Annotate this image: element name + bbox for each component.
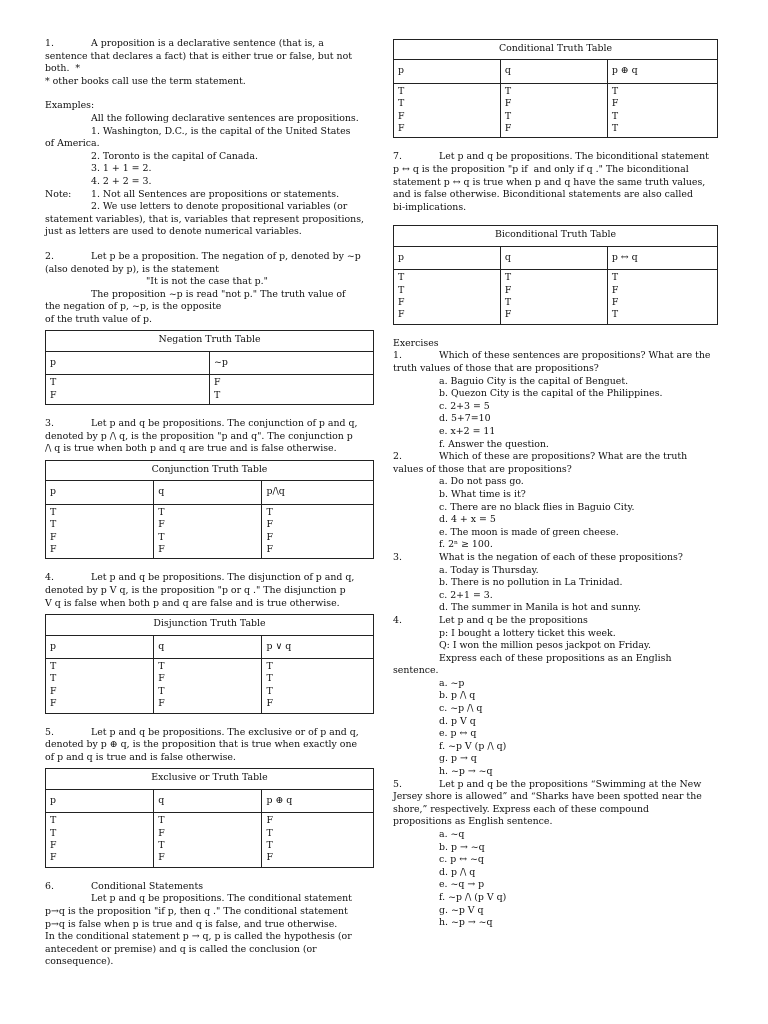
exercise-item: g. p → q bbox=[439, 753, 477, 765]
exercise-number: 3. bbox=[393, 551, 402, 563]
text-line: p→q is false when p is true and q is false, and true otherwise. bbox=[45, 918, 338, 930]
table-header: p bbox=[46, 481, 154, 504]
exercise-item: c. 2+1 = 3. bbox=[439, 589, 493, 601]
text-line: and is false otherwise. Biconditional statements are also called bbox=[393, 189, 693, 201]
exercise-item: d. p V q bbox=[439, 715, 476, 727]
table-cell: T T F F bbox=[394, 83, 501, 138]
example-item: 2. Toronto is the capital of Canada. bbox=[91, 150, 259, 162]
exercise-item: b. Quezon City is the capital of the Philippines. bbox=[439, 388, 663, 400]
table-header: q bbox=[154, 789, 262, 812]
examples-heading: Examples: bbox=[45, 100, 95, 112]
table-header: q bbox=[154, 635, 262, 658]
exercise-item: a. Do not pass go. bbox=[439, 476, 524, 488]
table-cell: T T F F bbox=[46, 813, 154, 868]
text-line: consequence). bbox=[45, 956, 114, 968]
exercise-item: b. There is no pollution in La Trinidad. bbox=[439, 577, 623, 589]
exercise-item: b. What time is it? bbox=[439, 488, 526, 500]
exercises-block bbox=[393, 338, 718, 930]
examples-intro: All the following declarative sentences are propositions. bbox=[91, 112, 359, 124]
section-5 bbox=[45, 727, 374, 765]
text-line: just as letters are used to denote numerical variables. bbox=[45, 226, 302, 238]
section-text: Conditional Statements bbox=[91, 880, 204, 892]
table-cell: T T F F bbox=[46, 658, 154, 713]
section-6 bbox=[45, 881, 374, 969]
text-line: /\ q is true when both p and q are true and is false otherwise. bbox=[45, 443, 337, 455]
exercise-item: e. p ↔ q bbox=[439, 728, 477, 740]
exercise-item: a. Baguio City is the capital of Benguet. bbox=[439, 375, 629, 387]
left-column bbox=[45, 38, 374, 969]
text-line: The proposition ~p is read "not p." The truth value of bbox=[91, 288, 346, 300]
proposition-q: Q: I won the million pesos jackpot on Friday. bbox=[439, 640, 651, 652]
table-header: p bbox=[46, 789, 154, 812]
footnote: * other books call use the term statement. bbox=[45, 75, 246, 87]
table-header: p bbox=[394, 246, 501, 269]
exercise-number: 4. bbox=[393, 614, 402, 626]
table-cell: T F bbox=[46, 375, 210, 405]
exercise-item: e. x+2 = 11 bbox=[439, 426, 496, 437]
text-line: statement variables), that is, variables that represent propositions, bbox=[45, 213, 365, 225]
text-line: of the truth value of p. bbox=[45, 313, 153, 325]
negation-truth-table bbox=[45, 330, 374, 405]
example-item: 1. Washington, D.C., is the capital of the United States bbox=[91, 125, 351, 137]
table-title: Conjunction Truth Table bbox=[46, 460, 374, 480]
text-line: statement p ↔ q is true when p and q have the same truth values, bbox=[393, 176, 706, 188]
text-line: denoted by p ⊕ q, is the proposition that is true when exactly one bbox=[45, 739, 358, 751]
exercise-item: b. p → ~q bbox=[439, 841, 485, 853]
section-text: Let p and q be propositions. The conjunction of p and q, bbox=[91, 418, 358, 430]
section-3 bbox=[45, 418, 374, 456]
note-label: Note: bbox=[45, 188, 72, 200]
exercise-number: 1. bbox=[393, 350, 402, 362]
exercise-item: a. ~p bbox=[439, 677, 465, 689]
table-title: Biconditional Truth Table bbox=[394, 226, 718, 246]
table-header: p ⊕ q bbox=[607, 60, 717, 83]
section-number: 6. bbox=[45, 880, 54, 892]
exercise-text: Let p and q be the propositions “Swimming at the New bbox=[439, 778, 702, 790]
exercise-item: d. 5+7=10 bbox=[439, 413, 491, 425]
table-cell: T T T F bbox=[262, 658, 374, 713]
example-item: 3. 1 + 1 = 2. bbox=[91, 163, 152, 175]
text-line: In the conditional statement p → q, p is called the hypothesis (or bbox=[45, 931, 352, 943]
section-1 bbox=[45, 38, 374, 88]
text-line: p ↔ q is the proposition "p if and only if q ." The biconditional bbox=[393, 164, 689, 176]
section-7 bbox=[393, 151, 718, 214]
table-header: ~p bbox=[210, 351, 374, 374]
text-line: Let p and q be propositions. The conditional statement bbox=[91, 893, 352, 905]
text-line: denoted by p V q, is the proposition "p or q ." The disjunction p bbox=[45, 584, 346, 596]
section-2 bbox=[45, 251, 374, 327]
proposition-p: p: I bought a lottery ticket this week. bbox=[439, 627, 616, 639]
table-header: p bbox=[394, 60, 501, 83]
conditional-truth-table bbox=[393, 39, 718, 138]
text-line: sentence. bbox=[393, 665, 439, 677]
text-line: Jersey shore is allowed” and “Sharks have been spotted near the bbox=[393, 791, 702, 803]
table-cell: T F T T bbox=[607, 83, 717, 138]
section-text: Let p and q be propositions. The biconditional statement bbox=[439, 151, 709, 163]
text-line: (also denoted by p), is the statement bbox=[45, 263, 219, 275]
exercise-item: e. The moon is made of green cheese. bbox=[439, 526, 619, 538]
note-text: 2. We use letters to denote propositional variables (or bbox=[91, 201, 348, 213]
exercise-item: f. ~p /\ (p V q) bbox=[439, 891, 507, 903]
text-line: values of those that are propositions? bbox=[393, 463, 572, 475]
table-cell: T T F F bbox=[394, 270, 501, 325]
table-title: Conditional Truth Table bbox=[394, 40, 718, 60]
exercises-heading: Exercises bbox=[393, 337, 439, 349]
exercise-item: c. p ↔ ~q bbox=[439, 854, 484, 866]
section-4 bbox=[45, 572, 374, 610]
text-line: the negation of p, ~p, is the opposite bbox=[45, 301, 222, 313]
text-line: propositions as English sentence. bbox=[393, 816, 553, 828]
table-title: Exclusive or Truth Table bbox=[46, 769, 374, 789]
exercise-item: c. 2+3 = 5 bbox=[439, 400, 490, 412]
text-line: V q is false when both p and q are false and is true otherwise. bbox=[45, 597, 340, 609]
examples-block bbox=[45, 100, 374, 239]
table-cell: F T bbox=[210, 375, 374, 405]
conjunction-truth-table bbox=[45, 460, 374, 559]
exercise-text: What is the negation of each of these propositions? bbox=[439, 551, 683, 563]
text-line: p→q is the proposition "if p, then q ." The conditional statement bbox=[45, 905, 348, 917]
table-header: p bbox=[46, 635, 154, 658]
exercise-item: f. 2ⁿ ≥ 100. bbox=[439, 539, 493, 551]
exercise-item: h. ~p → ~q bbox=[439, 917, 493, 929]
section-text: Let p be a proposition. The negation of p, denoted by ~p bbox=[91, 250, 361, 262]
table-cell: T T F F bbox=[46, 504, 154, 559]
table-header: q bbox=[500, 60, 607, 83]
table-header: p ⊕ q bbox=[262, 789, 374, 812]
quote-line: "It is not the case that p." bbox=[146, 276, 268, 288]
text-line: of p and q is true and is false otherwise. bbox=[45, 751, 236, 763]
exercise-text: Which of these sentences are propositions? What are the bbox=[439, 350, 711, 362]
exercise-item: a. Today is Thursday. bbox=[439, 564, 539, 576]
exercise-number: 2. bbox=[393, 451, 402, 463]
section-number: 3. bbox=[45, 418, 54, 430]
text-line: sentence that declares a fact) that is either true or false, but not bbox=[45, 50, 352, 62]
exercise-item: g. ~p V q bbox=[439, 904, 484, 916]
exercise-item: f. ~p V (p /\ q) bbox=[439, 740, 507, 752]
section-text: Let p and q be propositions. The exclusive or of p and q, bbox=[91, 726, 359, 738]
section-text: A proposition is a declarative sentence (that is, a bbox=[91, 38, 324, 49]
text-line: antecedent or premise) and q is called the conclusion (or bbox=[45, 943, 317, 955]
exercise-item: f. Answer the question. bbox=[439, 438, 549, 450]
section-number: 7. bbox=[393, 151, 402, 163]
text-line: truth values of those that are propositions? bbox=[393, 363, 599, 375]
exercise-number: 5. bbox=[393, 778, 402, 790]
exercise-item: c. There are no black flies in Baguio City. bbox=[439, 501, 635, 513]
table-cell: T F T F bbox=[154, 504, 262, 559]
note-text: 1. Not all Sentences are propositions or statements. bbox=[91, 188, 340, 200]
table-header: p ∨ q bbox=[262, 635, 374, 658]
exercise-item: c. ~p /\ q bbox=[439, 703, 483, 715]
table-cell: T F F T bbox=[607, 270, 717, 325]
exercise-text: Which of these are propositions? What are the truth bbox=[439, 451, 688, 463]
exercise-item: h. ~p → ~q bbox=[439, 766, 493, 778]
table-header: p bbox=[46, 351, 210, 374]
text-line: Express each of these propositions as an English bbox=[439, 652, 672, 664]
table-cell: T F F F bbox=[262, 504, 374, 559]
exercise-item: d. 4 + x = 5 bbox=[439, 514, 496, 526]
table-title: Disjunction Truth Table bbox=[46, 615, 374, 635]
text-line: both. * bbox=[45, 63, 81, 75]
exercise-item: e. ~q → p bbox=[439, 879, 485, 891]
table-cell: T F T F bbox=[154, 658, 262, 713]
table-cell: T F T F bbox=[500, 270, 607, 325]
disjunction-truth-table bbox=[45, 614, 374, 713]
example-item: 4. 2 + 2 = 3. bbox=[91, 175, 152, 187]
exercise-item: b. p /\ q bbox=[439, 690, 476, 702]
table-cell: T F T F bbox=[500, 83, 607, 138]
exercise-item: d. p /\ q bbox=[439, 866, 476, 878]
text-line: shore,” respectively. Express each of these compound bbox=[393, 803, 649, 815]
exercise-text: Let p and q be the propositions bbox=[439, 614, 588, 626]
biconditional-truth-table bbox=[393, 225, 718, 324]
table-header: q bbox=[500, 246, 607, 269]
section-number: 2. bbox=[45, 250, 54, 262]
example-item: of America. bbox=[45, 138, 100, 150]
section-number: 1. bbox=[45, 38, 54, 49]
table-header: p ↔ q bbox=[607, 246, 717, 269]
exercise-item: d. The summer in Manila is hot and sunny. bbox=[439, 602, 642, 614]
table-title: Negation Truth Table bbox=[46, 331, 374, 351]
table-cell: T F T F bbox=[154, 813, 262, 868]
table-cell: F T T F bbox=[262, 813, 374, 868]
right-column bbox=[393, 38, 718, 930]
section-number: 4. bbox=[45, 572, 54, 584]
text-line: bi-implications. bbox=[393, 201, 467, 213]
table-header: p/\q bbox=[262, 481, 374, 504]
table-header: q bbox=[154, 481, 262, 504]
exercise-item: a. ~q bbox=[439, 829, 465, 840]
exclusive-or-truth-table bbox=[45, 768, 374, 867]
section-number: 5. bbox=[45, 726, 54, 738]
section-text: Let p and q be propositions. The disjunction of p and q, bbox=[91, 572, 355, 584]
text-line: denoted by p /\ q, is the proposition "p and q". The conjunction p bbox=[45, 430, 353, 442]
